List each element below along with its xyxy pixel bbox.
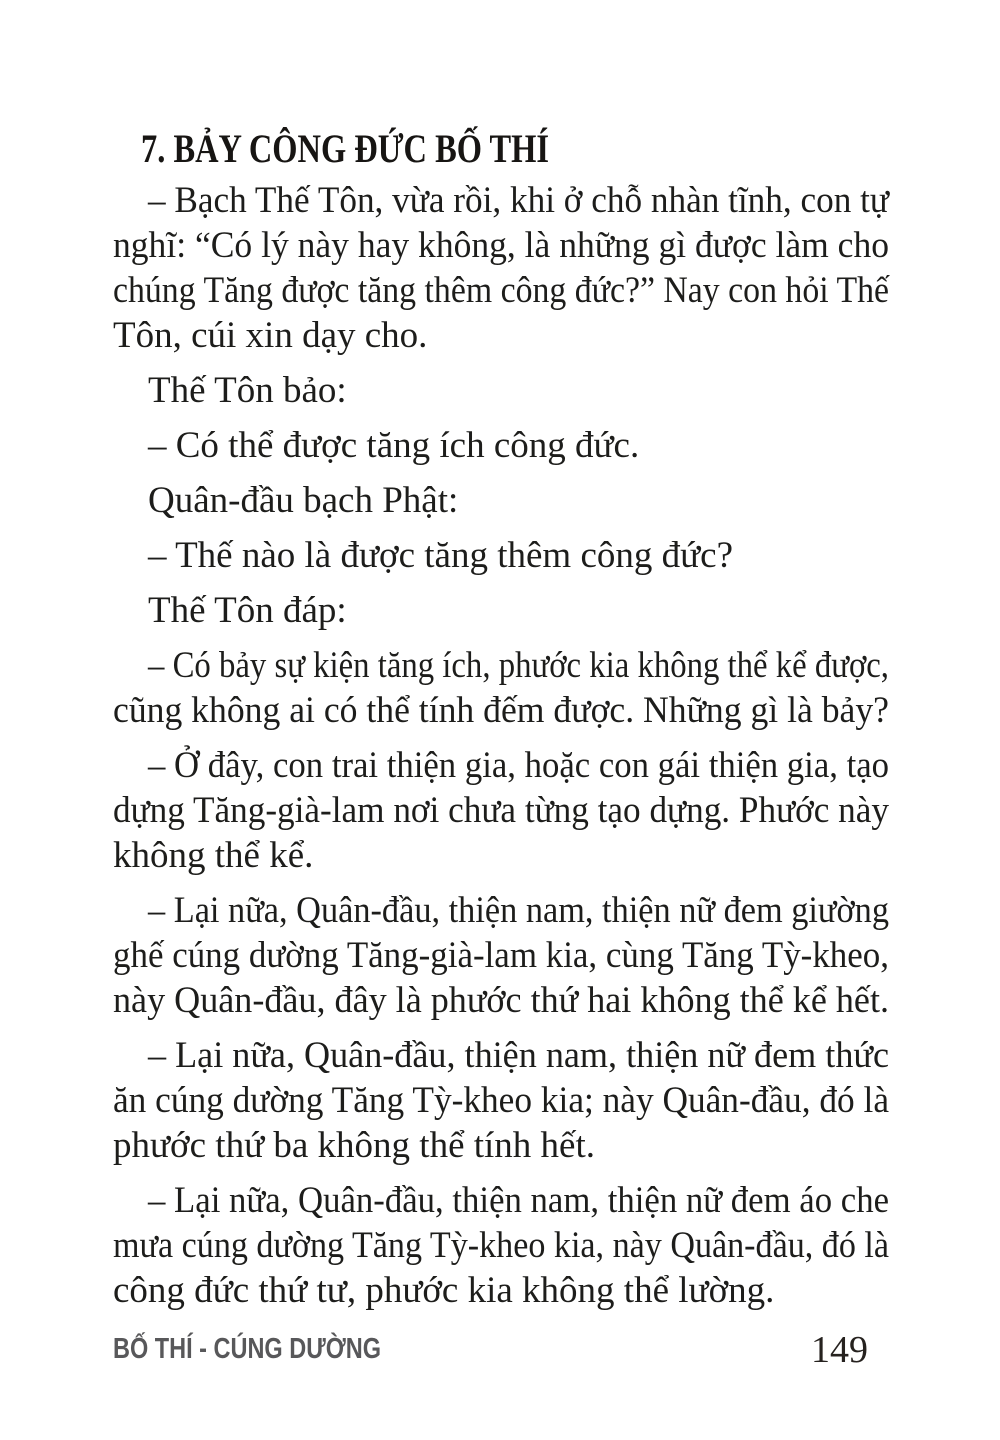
page-number: 149	[811, 1329, 868, 1371]
paragraph	[113, 423, 889, 468]
text-line	[113, 533, 889, 578]
paragraph	[113, 1178, 889, 1313]
page-footer	[113, 1326, 889, 1371]
text-line-content: – Lại nữa, Quân-đầu, thiện nam, thiện nữ đem thức	[148, 1035, 889, 1076]
text-line-content: ăn cúng dường Tăng Tỳ-kheo kia; này Quân-đầu, đó là	[113, 1080, 889, 1121]
paragraph	[113, 1033, 889, 1168]
paragraph	[113, 178, 889, 358]
text-line-content: mưa cúng dường Tăng Tỳ-kheo kia, này Quân-đầu, đó là	[113, 1225, 889, 1266]
text-line-content: dựng Tăng-già-lam nơi chưa từng tạo dựng. Phước này	[113, 790, 889, 831]
text-line-content: không thể kể.	[113, 835, 314, 876]
page-body-text	[113, 178, 889, 1323]
running-footer-section	[113, 1332, 444, 1366]
paragraph	[113, 588, 889, 633]
text-line	[113, 643, 889, 688]
text-line-content: – Lại nữa, Quân-đầu, thiện nam, thiện nữ đem giường	[148, 890, 889, 931]
text-line	[113, 933, 889, 978]
text-line	[113, 268, 889, 313]
text-line-content: này Quân-đầu, đây là phước thứ hai không thể kể hết.	[113, 980, 889, 1021]
text-line-content: – Có bảy sự kiện tăng ích, phước kia không thể kể được,	[148, 645, 889, 686]
text-line	[113, 788, 889, 833]
chapter-heading	[113, 126, 917, 171]
text-line	[113, 1178, 889, 1223]
text-line	[113, 1268, 889, 1313]
paragraph	[113, 643, 889, 733]
running-footer-section-text: BỐ THÍ - CÚNG DƯỜNG	[113, 1333, 381, 1365]
text-line	[113, 223, 889, 268]
text-line-content: – Thế nào là được tăng thêm công đức?	[148, 535, 734, 576]
text-line	[113, 588, 889, 633]
text-line-content: ghế cúng dường Tăng-già-lam kia, cùng Tăng Tỳ-kheo,	[113, 935, 889, 976]
text-line-content: Quân-đầu bạch Phật:	[148, 480, 459, 521]
chapter-heading-text: 7. BẢY CÔNG ĐỨC BỐ THÍ	[141, 126, 549, 171]
paragraph	[113, 478, 889, 523]
text-line	[113, 178, 889, 223]
text-line	[113, 313, 889, 358]
text-line-content: – Ở đây, con trai thiện gia, hoặc con gái thiện gia, tạo	[148, 745, 889, 786]
text-line-content: chúng Tăng được tăng thêm công đức?” Nay con hỏi Thế	[113, 270, 889, 311]
text-line	[113, 688, 889, 733]
paragraph	[113, 368, 889, 413]
paragraph	[113, 533, 889, 578]
text-line	[113, 978, 889, 1023]
text-line	[113, 1033, 889, 1078]
text-line	[113, 833, 889, 878]
paragraph	[113, 743, 889, 878]
text-line-content: Thế Tôn bảo:	[148, 370, 347, 411]
text-line	[113, 743, 889, 788]
text-line	[113, 888, 889, 933]
text-line	[113, 368, 889, 413]
text-line	[113, 478, 889, 523]
text-line	[113, 1223, 889, 1268]
text-line-content: cũng không ai có thể tính đếm được. Những gì là bảy?	[113, 690, 889, 731]
text-line-content: Tôn, cúi xin dạy cho.	[113, 315, 428, 356]
text-line	[113, 1078, 889, 1123]
text-line	[113, 1123, 889, 1168]
text-line-content: – Bạch Thế Tôn, vừa rồi, khi ở chỗ nhàn tĩnh, con tự	[148, 180, 889, 221]
text-line-content: – Có thể được tăng ích công đức.	[148, 425, 640, 466]
text-line-content: Thế Tôn đáp:	[148, 590, 347, 631]
text-line-content: – Lại nữa, Quân-đầu, thiện nam, thiện nữ đem áo che	[148, 1180, 889, 1221]
text-line-content: nghĩ: “Có lý này hay không, là những gì được làm cho	[113, 225, 889, 266]
text-line-content: phước thứ ba không thể tính hết.	[113, 1125, 596, 1166]
paragraph	[113, 888, 889, 1023]
text-line	[113, 423, 889, 468]
text-line-content: công đức thứ tư, phước kia không thể lường.	[113, 1270, 775, 1311]
